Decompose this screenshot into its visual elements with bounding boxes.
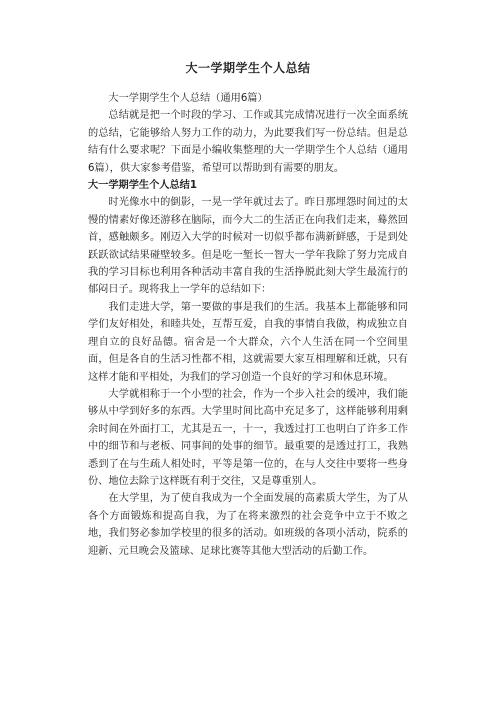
paragraph: 我们走进大学，第一要做的事是我们的生活。我基本上都能够和同学们友好相处，和睦共处，互帮互爱，自我的事情自我做，构成独立自理自立的良好品德。宿舍是一个大群众，六个人生活在同一个空间里面，但是各自的生活习性都不相，这就需要大家互相理解和迁就，只有这样才能和平相处，为我们的学习创造一个良好的学习和休息环境。 <box>88 301 408 383</box>
paragraph: 大一学期学生个人总结（通用6篇） <box>108 93 268 104</box>
paragraph: 大学就相称于一个小型的社会，作为一个步入社会的缓冲，我们能够从中学到好多的东西。大学里时间比高中充足多了，这样能够利用剩余时间在外面打工，尤其是五一，十一，我透过打工也明白了许多工作中的细节和与老板、同事间的处事的细节。最重要的是透过打工，我熟悉到了在与生疏人相处时，平等是第一位的，在与人交往中要将一些身份、地位去除亍这样既有利于交往，又是尊重别人。 <box>88 388 408 487</box>
section-heading: 大一学期学生个人总结1 <box>88 180 197 192</box>
paragraph: 总结就是把一个时段的学习、工作或其完成情况进行一次全面系统的总结，它能够给人努力工作的动力，为此要我们写一份总结。但是总结有什么要求呢？下面是小编收集整理的大一学期学生个人总结（通用6篇），供大家参考借鉴，希望可以帮助到有需要的朋友。 <box>88 110 408 174</box>
document-title: 大一学期学生个人总结 <box>185 61 311 75</box>
paragraph: 时光像水中的倒影，一晃一学年就过去了。昨日那埋怨时间过的太慢的情素好像还游移在脑际，而今大二的生活正在向我们走来，蓦然回首，感触颇多。刚迈入大学的时候对一切似乎都布满新鲜感，于是到处跃跃欲试结果碰壁较多。但是吃一堑长一智大一学年我除了努力完成自我的学习目标也利用各种活动丰富自我的生活挣脱此刻大学生最流行的郁闷日子。现将我上一学年的总结如下： <box>88 197 408 296</box>
paragraph: 在大学里，为了使自我成为一个全面发展的高素质大学生，为了从各个方面锻炼和提高自我，为了在将来激烈的社会竞争中立于不败之地，我们努必参加学校里的很多的活动。如班级的各项小活动，院系的迎新、元旦晚会及篮球、足球比赛等其他大型活动的后勤工作。 <box>88 493 408 557</box>
document-body <box>88 90 408 560</box>
